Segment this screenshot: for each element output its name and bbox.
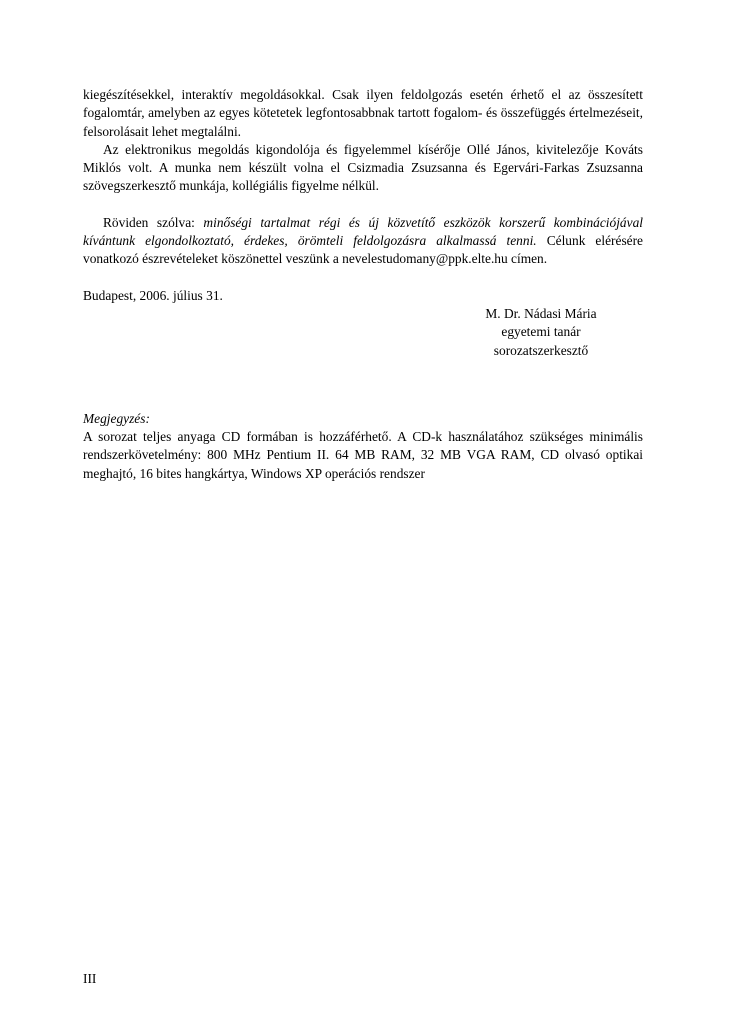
summary-lead: Röviden szólva:: [103, 214, 204, 230]
signature-name: M. Dr. Nádasi Mária: [485, 305, 597, 321]
summary-tail: Célunk elérésére vonatkozó észrevételeket köszönettel veszünk a nevelestudomany@ppk.elte.hu címen.: [83, 233, 644, 267]
place-date: Budapest, 2006. július 31.: [83, 287, 223, 303]
document-page: [83, 86, 643, 483]
intro-paragraph-1: kiegészítésekkel, interaktív megoldásokkal. Csak ilyen feldolgozás esetén érhető el az összesített fogalomtár, amelyben az egyes kötetetek legfontosabbnak tartott fogalom- és összefüggés értelmezéseit, felsorolásait lehet megtalálni.: [83, 87, 643, 139]
summary-italic: minőségi tartalmat régi és új közvetítő eszközök korszerű kombinációjával kívántunk elgondolkoztató, érdekes, örömteli feldolgozásra alkalmassá tenni.: [83, 214, 643, 249]
note-body: A sorozat teljes anyaga CD formában is hozzáférhető. A CD-k használatához szükséges minimális rendszerkövetelmény: 800 MHz Pentium II. 64 MB RAM, 32 MB VGA RAM, CD olvasó optikai meghajtó, 16 bites hangkártya, Windows XP operációs rendszer: [83, 429, 643, 481]
summary-paragraph: [83, 214, 643, 269]
note-heading: Megjegyzés:: [83, 410, 150, 426]
signature-title: egyetemi tanár: [501, 324, 581, 340]
signature-block: [441, 305, 641, 360]
page-number: III: [83, 971, 97, 986]
signature-role: sorozatszerkesztő: [493, 342, 589, 358]
note-block: [83, 410, 643, 483]
intro-paragraph-2: Az elektronikus megoldás kigondolója és figyelemmel kísérője Ollé János, kivitelezője Kováts Miklós volt. A munka nem készült volna el Csizmadia Zsuzsanna és Egervári-Farkas Zsuzsanna szövegszerkesztő munkája, kollégiális figyelme nélkül.: [83, 141, 643, 194]
